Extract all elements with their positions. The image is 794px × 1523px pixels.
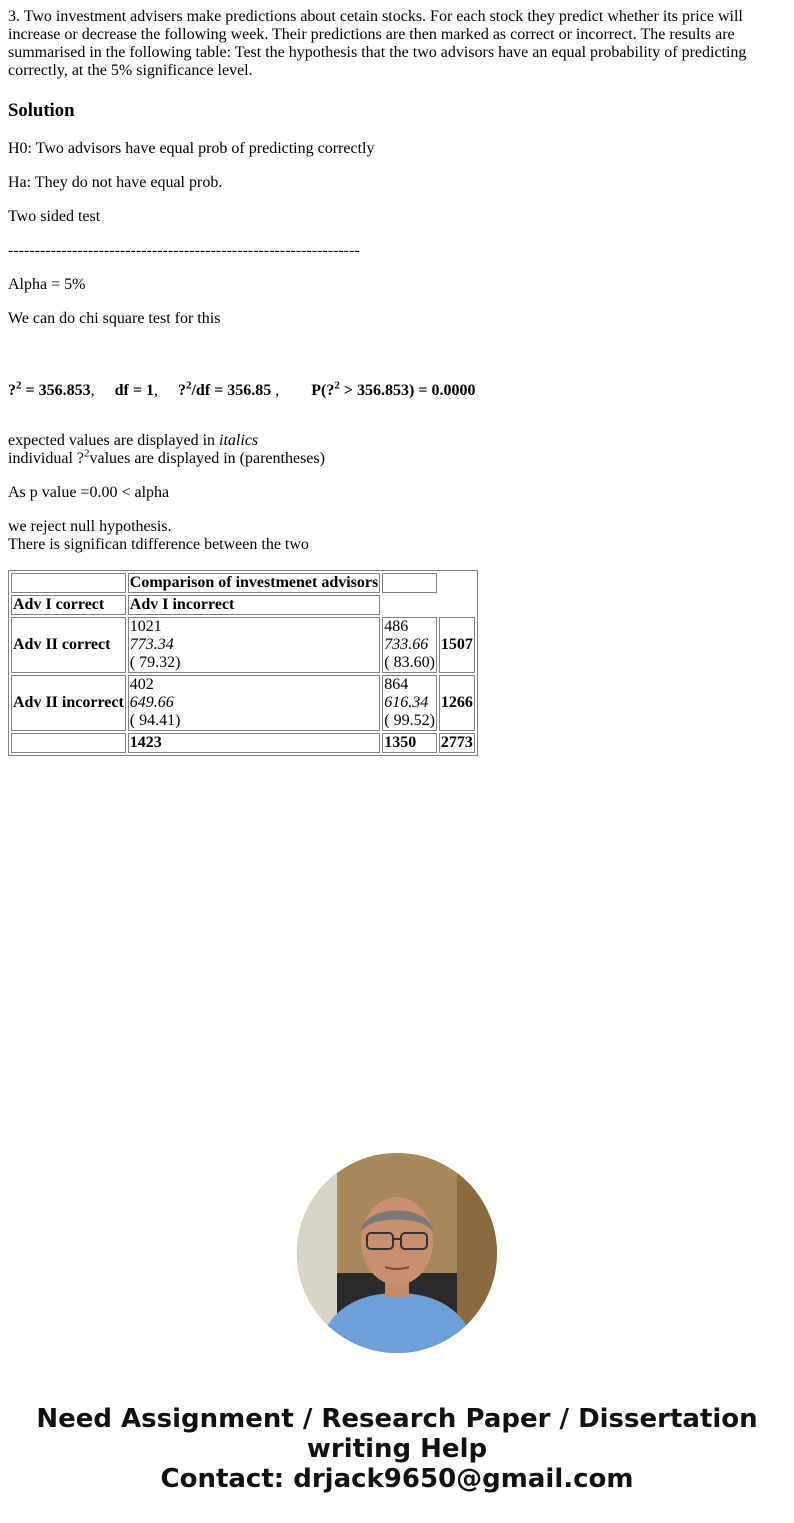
p-value: > 356.853) = 0.0000 (339, 382, 476, 399)
table-title: Comparison of investmenet advisors (129, 574, 379, 591)
question-text: 3. Two investment advisers make predictions about cetain stocks. For each stock they predict whether its price will increase or decrease the following week. Their predictions are then marked as correct or incorrect. The results are summarised in the following table: Test the hypothesis that the two advisors have an equal probability of predicting correctly, at the 5% significance level. (8, 8, 747, 79)
contingency-table (8, 570, 478, 756)
alpha-line: Alpha = 5% (8, 276, 86, 293)
method-line: We can do chi square test for this (8, 310, 221, 327)
totals-row: 1423 1350 2773 (11, 733, 475, 753)
notes: expected values are displayed in italics individual ?$^2$values are displayed in (parentheses) (8, 432, 325, 467)
row-total: 1507 (439, 617, 475, 673)
test-type: Two sided test (8, 208, 101, 225)
conclusion: we reject null hypothesis. There is significan tdifference between the two (8, 518, 309, 553)
document-body (8, 8, 786, 756)
table-row: Adv II incorrect 402 649.66 ( 94.41) 864 616.34 ( 99.52) 1266 (13, 676, 473, 729)
col-header-adv1-correct: Adv I correct (11, 595, 126, 615)
grand-total: 2773 (440, 734, 473, 751)
contact-email: Contact: drjack9650@gmail.com (160, 1464, 634, 1494)
promo-banner: Need Assignment / Research Paper / Dissertation writing Help Contact: drjack9650@gmail.com (0, 1404, 794, 1494)
spacer (8, 344, 786, 382)
row-header: Adv II correct (11, 617, 126, 673)
row-header: Adv II incorrect (11, 675, 126, 731)
table-row: Adv II correct 1021 773.34 ( 79.32) 486 733.66 ( 83.60) 1507 (13, 618, 473, 671)
col-header-adv1-incorrect: Adv I incorrect (128, 595, 380, 615)
presenter-avatar (297, 1153, 497, 1353)
divider-line: ------------------------------------------------------------------ (8, 242, 360, 259)
solution-heading: Solution (8, 100, 75, 121)
row-total: 1266 (439, 675, 475, 731)
alt-hypothesis: Ha: They do not have equal prob. (8, 174, 223, 191)
null-hypothesis: H0: Two advisors have equal prob of predicting correctly (8, 140, 375, 157)
pvalue-comparison: As p value =0.00 < alpha (8, 484, 170, 501)
chi-square-stats: ?$^2$ = 356.853, df = 1, ?$^2$/df = 356.85 , P(?$^2$ > 356.853) = 0.0000 (8, 379, 476, 399)
df-value: df = 1 (114, 382, 154, 399)
